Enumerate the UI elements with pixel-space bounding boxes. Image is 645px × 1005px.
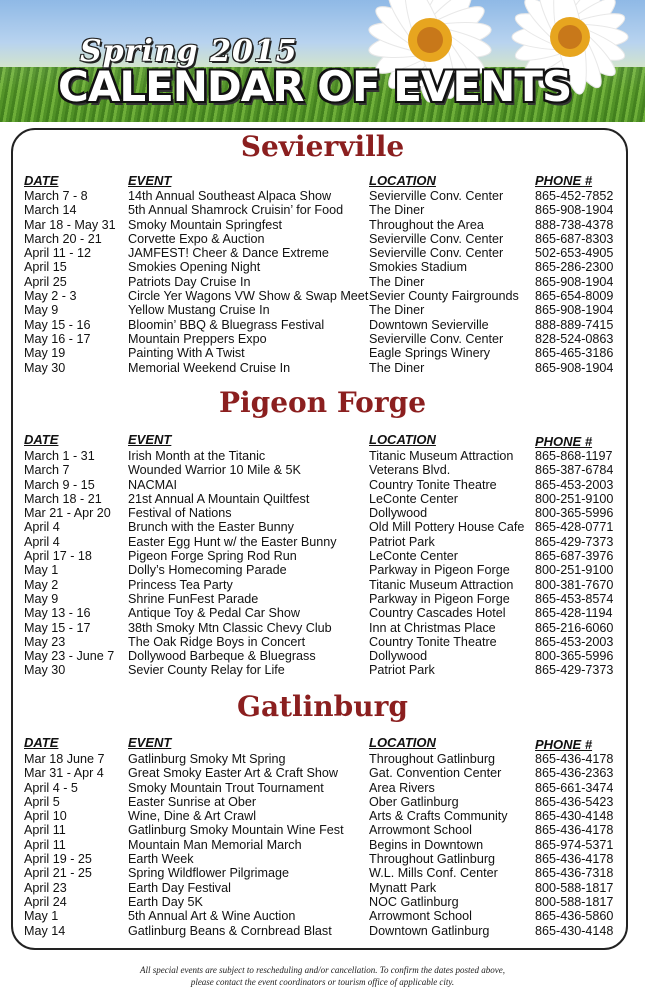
table-row	[24, 189, 624, 203]
table-row	[24, 246, 624, 260]
table-row	[24, 346, 624, 360]
event-name: Mountain Man Memorial March	[128, 837, 302, 852]
event-location: Parkway in Pigeon Forge	[369, 591, 510, 606]
table-row	[24, 766, 624, 780]
event-location: Sevierville Conv. Center	[369, 189, 504, 203]
event-date: May 16 - 17	[24, 331, 91, 346]
event-location: Ober Gatlinburg	[369, 794, 459, 809]
event-name: Brunch with the Easter Bunny	[128, 520, 294, 535]
event-date: May 2	[24, 577, 59, 592]
city-heading-sevierville: Sevierville	[240, 130, 405, 163]
event-date: May 1	[24, 563, 59, 578]
event-date: May 19	[24, 346, 66, 361]
event-date: April 4 - 5	[24, 780, 78, 795]
event-name: Patriots Day Cruise In	[128, 274, 251, 289]
event-location: Throughout Gatlinburg	[369, 852, 496, 867]
event-phone: 865-465-3186	[535, 346, 614, 361]
table-row	[24, 478, 624, 492]
table-row	[24, 361, 624, 375]
event-phone: 865-387-6784	[535, 463, 614, 478]
event-date: March 7	[24, 463, 70, 478]
table-row	[24, 506, 624, 520]
table-row	[24, 463, 624, 477]
event-name: Easter Sunrise at Ober	[128, 794, 257, 809]
event-location: Veterans Blvd.	[369, 463, 451, 478]
event-name: Yellow Mustang Cruise In	[128, 303, 270, 318]
event-name: Easter Egg Hunt w/ the Easter Bunny	[128, 534, 337, 549]
table-row	[24, 852, 624, 866]
event-location: Eagle Springs Winery	[369, 346, 491, 361]
city-heading-pigeon-forge: Pigeon Forge	[218, 386, 427, 419]
event-location: Patriot Park	[369, 534, 435, 549]
table-row	[24, 866, 624, 880]
event-phone: 865-908-1904	[535, 274, 614, 289]
event-phone: 865-430-4148	[535, 809, 614, 824]
event-name: Pigeon Forge Spring Rod Run	[128, 549, 297, 564]
event-name: Spring Wildflower Pilgrimage	[128, 866, 289, 881]
event-name: Bloomin’ BBQ & Bluegrass Festival	[128, 317, 325, 332]
event-phone: 865-436-4178	[535, 823, 614, 838]
event-name: Earth Day Festival	[128, 880, 231, 895]
col-header-date: DATE	[24, 735, 59, 750]
event-name: Smoky Mountain Trout Tournament	[128, 780, 324, 795]
table-row	[24, 795, 624, 809]
event-phone: 865-436-4178	[535, 852, 614, 867]
event-date: April 24	[24, 894, 67, 909]
event-name: Gatlinburg Beans & Cornbread Blast	[128, 923, 332, 938]
footnote-line: All special events are subject to rescheduling and/or cancellation. To confirm the dates posted above,	[140, 965, 505, 975]
col-header-event: EVENT	[128, 173, 172, 188]
table-row	[24, 663, 624, 677]
event-date: Mar 31 - Apr 4	[24, 766, 104, 781]
event-location: Sevierville Conv. Center	[369, 231, 504, 246]
table-row	[24, 823, 624, 837]
table-row	[24, 649, 624, 663]
event-name: Corvette Expo & Auction	[128, 231, 265, 246]
gatlinburg-events-table	[24, 752, 624, 938]
event-phone: 865-908-1904	[535, 203, 614, 218]
event-name: Antique Toy & Pedal Car Show	[128, 606, 300, 621]
table-row	[24, 492, 624, 506]
event-phone: 865-428-0771	[535, 520, 614, 535]
event-date: May 9	[24, 303, 59, 318]
event-name: 21st Annual A Mountain Quiltfest	[128, 491, 310, 506]
spring-year-title: Spring 2015	[80, 34, 298, 69]
col-header-phone: PHONE #	[535, 173, 593, 188]
event-phone: 800-381-7670	[535, 577, 614, 592]
event-date: March 1 - 31	[24, 449, 95, 463]
table-row	[24, 535, 624, 549]
table-row	[24, 218, 624, 232]
event-location: LeConte Center	[369, 549, 458, 564]
event-phone: 865-868-1197	[535, 449, 613, 463]
event-date: March 7 - 8	[24, 189, 88, 203]
footnote-line: please contact the event coordinators or tourism office of applicable city.	[190, 977, 455, 987]
table-row	[24, 332, 624, 346]
event-date: Mar 21 - Apr 20	[24, 506, 111, 521]
table-row	[24, 895, 624, 909]
table-row	[24, 549, 624, 563]
event-name: Irish Month at the Titanic	[128, 449, 266, 463]
event-date: April 21 - 25	[24, 866, 92, 881]
event-location: Arrowmont School	[369, 823, 472, 838]
table-row	[24, 809, 624, 823]
event-phone: 865-908-1904	[535, 360, 614, 375]
event-phone: 800-251-9100	[535, 563, 614, 578]
event-phone: 865-216-6060	[535, 620, 614, 635]
event-date: April 25	[24, 274, 67, 289]
event-location: Arts & Crafts Community	[369, 809, 508, 824]
event-date: April 19 - 25	[24, 852, 92, 867]
event-location: Old Mill Pottery House Cafe	[369, 520, 525, 535]
event-phone: 865-286-2300	[535, 260, 614, 275]
event-phone: 828-524-0863	[535, 331, 614, 346]
city-heading-gatlinburg: Gatlinburg	[237, 690, 408, 723]
page-title: CALENDAR OF EVENTS	[58, 62, 572, 111]
event-phone: 865-661-3474	[535, 780, 614, 795]
table-row	[24, 303, 624, 317]
event-location: Inn at Christmas Place	[369, 620, 496, 635]
event-date: May 15 - 16	[24, 317, 91, 332]
event-name: Princess Tea Party	[128, 577, 233, 592]
event-location: Gat. Convention Center	[369, 766, 502, 781]
event-phone: 865-974-5371	[535, 837, 614, 852]
event-location: W.L. Mills Conf. Center	[369, 866, 498, 881]
event-date: April 10	[24, 809, 67, 824]
event-name: Gatlinburg Smoky Mt Spring	[128, 752, 286, 766]
event-phone: 865-429-7373	[535, 663, 614, 678]
event-name: 14th Annual Southeast Alpaca Show	[128, 189, 332, 203]
event-name: 38th Smoky Mtn Classic Chevy Club	[128, 620, 332, 635]
event-date: May 14	[24, 923, 66, 938]
table-row	[24, 752, 624, 766]
col-header-date: DATE	[24, 173, 59, 188]
event-phone: 865-436-4178	[535, 752, 614, 766]
event-name: Mountain Preppers Expo	[128, 331, 267, 346]
event-date: May 15 - 17	[24, 620, 91, 635]
event-location: Arrowmont School	[369, 909, 472, 924]
event-phone: 865-687-8303	[535, 231, 614, 246]
event-location: Smokies Stadium	[369, 260, 467, 275]
event-name: Earth Day 5K	[128, 894, 203, 909]
event-date: May 2 - 3	[24, 289, 77, 304]
event-phone: 865-436-2363	[535, 766, 614, 781]
header-banner	[0, 0, 645, 122]
event-name: Earth Week	[128, 852, 194, 867]
event-phone: 800-365-5996	[535, 506, 614, 521]
event-name: Festival of Nations	[128, 506, 232, 521]
event-location: NOC Gatlinburg	[369, 894, 459, 909]
col-header-phone: PHONE #	[535, 434, 593, 449]
event-location: Country Tonite Theatre	[369, 634, 497, 649]
event-name: Dolly’s Homecoming Parade	[128, 563, 287, 578]
table-row	[24, 520, 624, 534]
event-location: Throughout the Area	[369, 217, 484, 232]
event-date: April 4	[24, 520, 60, 535]
event-date: Mar 18 June 7	[24, 752, 105, 766]
event-location: Sevierville Conv. Center	[369, 331, 504, 346]
event-phone: 865-430-4148	[535, 923, 614, 938]
event-location: Dollywood	[369, 649, 428, 664]
event-name: Smokies Opening Night	[128, 260, 261, 275]
event-date: April 4	[24, 534, 60, 549]
disclaimer-footnote	[0, 964, 645, 988]
event-date: May 23	[24, 634, 66, 649]
event-date: May 23 - June 7	[24, 649, 115, 664]
event-phone: 888-738-4378	[535, 217, 614, 232]
event-date: May 1	[24, 909, 59, 924]
event-phone: 865-453-8574	[535, 591, 614, 606]
event-phone: 502-653-4905	[535, 246, 614, 261]
event-location: Titanic Museum Attraction	[369, 449, 514, 463]
event-name: Memorial Weekend Cruise In	[128, 360, 291, 375]
event-date: May 13 - 16	[24, 606, 91, 621]
event-date: March 20 - 21	[24, 231, 102, 246]
event-name: Sevier County Relay for Life	[128, 663, 285, 678]
event-phone: 865-436-5423	[535, 794, 614, 809]
table-row	[24, 881, 624, 895]
event-location: The Diner	[369, 203, 425, 218]
event-date: April 23	[24, 880, 67, 895]
event-name: Great Smoky Easter Art & Craft Show	[128, 766, 338, 781]
table-row	[24, 318, 624, 332]
event-name: Circle Yer Wagons VW Show & Swap Meet	[128, 289, 369, 304]
event-location: Downtown Gatlinburg	[369, 923, 490, 938]
table-row	[24, 232, 624, 246]
col-header-phone: PHONE #	[535, 737, 593, 752]
event-date: April 11	[24, 823, 66, 838]
event-location: LeConte Center	[369, 491, 458, 506]
table-row	[24, 592, 624, 606]
event-phone: 865-453-2003	[535, 634, 614, 649]
event-location: The Diner	[369, 303, 425, 318]
event-location: Throughout Gatlinburg	[369, 752, 496, 766]
event-name: Shrine FunFest Parade	[128, 591, 259, 606]
event-location: Patriot Park	[369, 663, 435, 678]
table-row	[24, 449, 624, 463]
event-name: Gatlinburg Smoky Mountain Wine Fest	[128, 823, 344, 838]
event-name: Dollywood Barbeque & Bluegrass	[128, 649, 316, 664]
event-location: Sevier County Fairgrounds	[369, 289, 519, 304]
event-phone: 865-436-7318	[535, 866, 614, 881]
table-row	[24, 924, 624, 938]
event-name: 5th Annual Shamrock Cruisin’ for Food	[128, 203, 344, 218]
event-phone: 865-452-7852	[535, 189, 614, 203]
event-phone: 865-436-5860	[535, 909, 614, 924]
table-row	[24, 838, 624, 852]
event-location: Dollywood	[369, 506, 428, 521]
table-row	[24, 781, 624, 795]
event-name: JAMFEST! Cheer & Dance Extreme	[128, 246, 329, 261]
event-date: March 18 - 21	[24, 491, 102, 506]
event-date: March 9 - 15	[24, 477, 95, 492]
event-location: The Diner	[369, 360, 425, 375]
event-date: Mar 18 - May 31	[24, 217, 116, 232]
event-date: April 5	[24, 794, 60, 809]
event-location: Titanic Museum Attraction	[369, 577, 514, 592]
event-name: Wounded Warrior 10 Mile & 5K	[128, 463, 301, 478]
table-row	[24, 260, 624, 274]
table-row	[24, 606, 624, 620]
event-date: March 14	[24, 203, 77, 218]
event-phone: 888-889-7415	[535, 317, 614, 332]
event-phone: 800-588-1817	[535, 894, 614, 909]
table-row	[24, 563, 624, 577]
pigeon-forge-events-table	[24, 449, 624, 678]
event-phone: 865-687-3976	[535, 549, 614, 564]
event-location: Country Cascades Hotel	[369, 606, 506, 621]
event-name: Wine, Dine & Art Crawl	[128, 809, 257, 824]
event-phone: 865-429-7373	[535, 534, 614, 549]
event-location: Parkway in Pigeon Forge	[369, 563, 510, 578]
event-location: The Diner	[369, 274, 425, 289]
event-phone: 865-453-2003	[535, 477, 614, 492]
event-phone: 800-588-1817	[535, 880, 614, 895]
event-phone: 865-428-1194	[535, 606, 613, 621]
event-name: Smoky Mountain Springfest	[128, 217, 282, 232]
table-row	[24, 289, 624, 303]
event-phone: 800-251-9100	[535, 491, 614, 506]
event-location: Country Tonite Theatre	[369, 477, 497, 492]
sevierville-events-table	[24, 189, 624, 375]
event-phone: 865-908-1904	[535, 303, 614, 318]
col-header-event: EVENT	[128, 432, 172, 447]
event-location: Mynatt Park	[369, 880, 437, 895]
col-header-location: LOCATION	[369, 735, 436, 750]
event-phone: 865-654-8009	[535, 289, 614, 304]
event-name: Painting With A Twist	[128, 346, 245, 361]
event-phone: 800-365-5996	[535, 649, 614, 664]
event-name: 5th Annual Art & Wine Auction	[128, 909, 296, 924]
col-header-event: EVENT	[128, 735, 172, 750]
table-row	[24, 909, 624, 923]
event-location: Area Rivers	[369, 780, 435, 795]
event-date: April 11 - 12	[24, 246, 91, 261]
col-header-date: DATE	[24, 432, 59, 447]
event-location: Begins in Downtown	[369, 837, 484, 852]
event-date: April 17 - 18	[24, 549, 92, 564]
event-date: May 30	[24, 663, 66, 678]
table-row	[24, 578, 624, 592]
event-date: April 15	[24, 260, 67, 275]
table-row	[24, 203, 624, 217]
event-location: Downtown Sevierville	[369, 317, 489, 332]
event-location: Sevierville Conv. Center	[369, 246, 504, 261]
table-row	[24, 275, 624, 289]
event-date: May 9	[24, 591, 59, 606]
event-name: NACMAI	[128, 477, 177, 492]
col-header-location: LOCATION	[369, 432, 436, 447]
event-date: May 30	[24, 360, 66, 375]
table-row	[24, 621, 624, 635]
table-row	[24, 635, 624, 649]
event-name: The Oak Ridge Boys in Concert	[128, 634, 306, 649]
col-header-location: LOCATION	[369, 173, 436, 188]
event-date: April 11	[24, 837, 66, 852]
